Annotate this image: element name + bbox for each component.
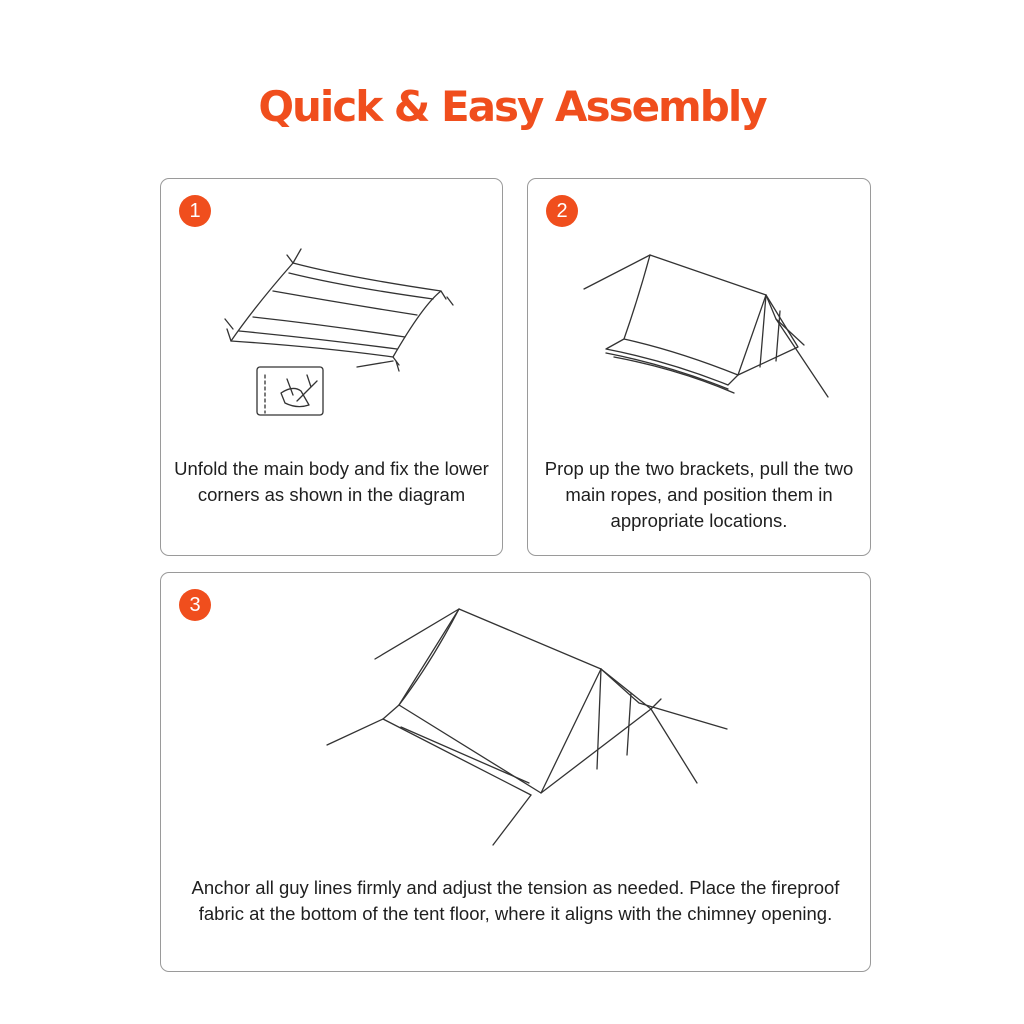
- page-title: Quick & Easy Assembly: [258, 82, 766, 131]
- step-3-caption: Anchor all guy lines firmly and adjust the tension as needed. Place the fireproof fabric at the bottom of the tent floor, where it aligns with the chimney opening.: [191, 877, 840, 924]
- step-1-card: [160, 178, 503, 556]
- step-2-caption: Prop up the two brackets, pull the two main ropes, and position them in appropriate locations.: [544, 458, 854, 531]
- step-1-number-badge: 1: [179, 195, 211, 227]
- step-2-card: [527, 178, 871, 556]
- step-1-caption: Unfold the main body and fix the lower corners as shown in the diagram: [174, 458, 489, 505]
- step-3-number-badge: 3: [179, 589, 211, 621]
- step-3-card: [160, 572, 871, 972]
- step-2-number-badge: 2: [546, 195, 578, 227]
